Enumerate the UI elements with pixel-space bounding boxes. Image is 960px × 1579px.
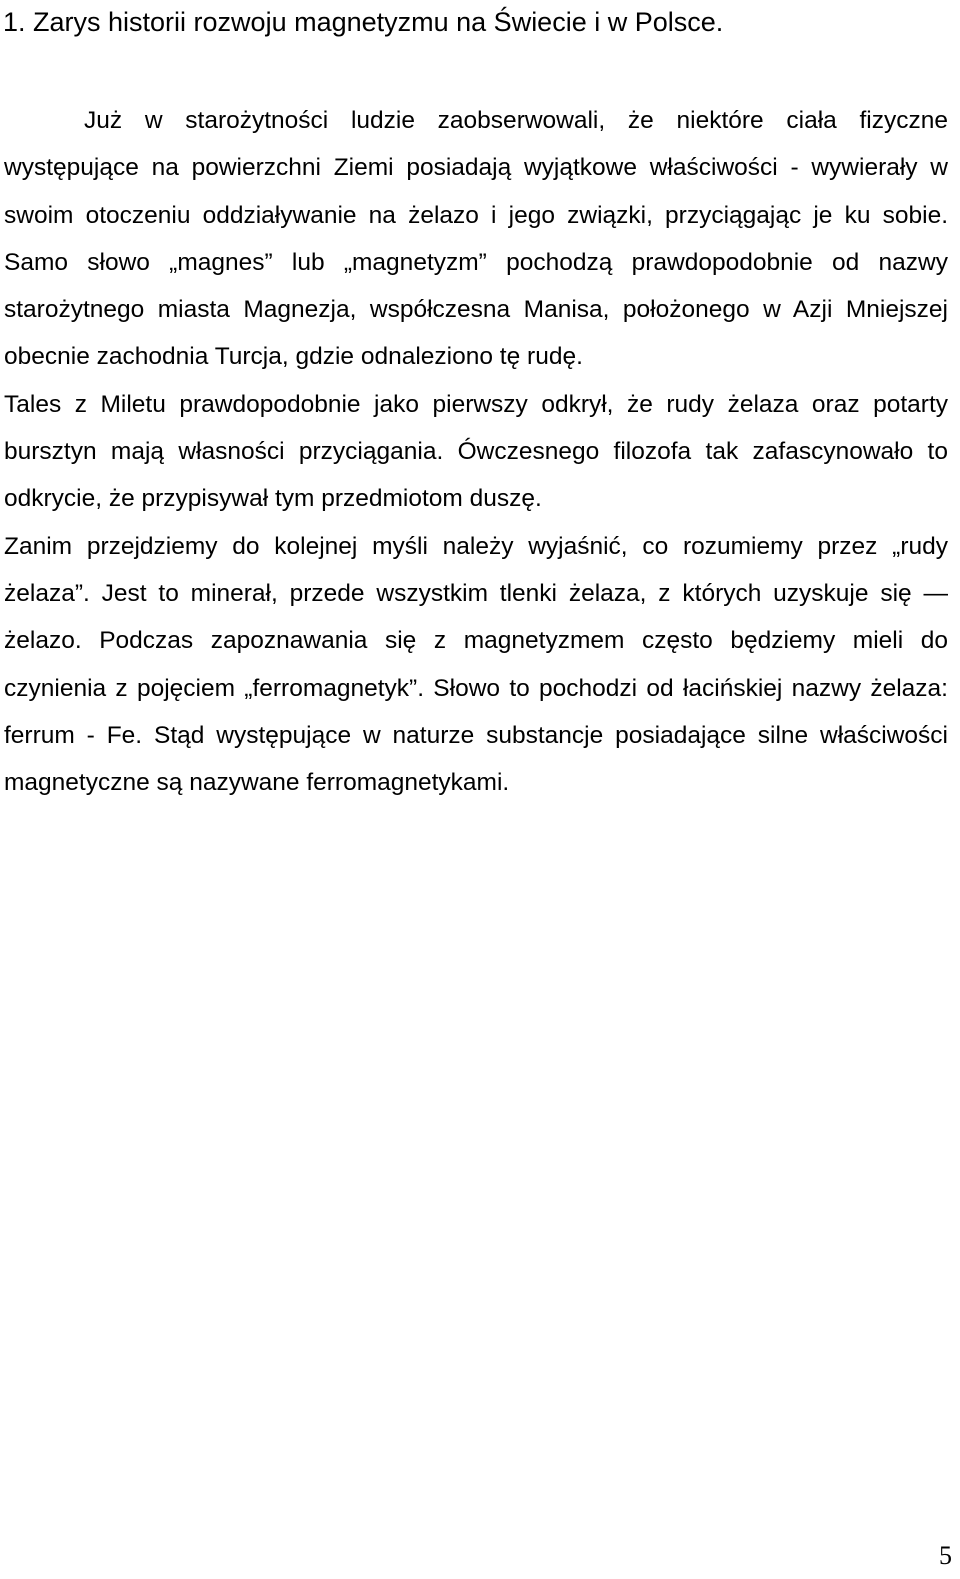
paragraph-iron-ore: Zanim przejdziemy do kolejnej myśli należy wyjaśnić, co rozumiemy przez „rudy żelaza”. Jest to minerał, przede wszystkim tlenki żelaza, z których uzyskuje się — żelazo. Podczas zapoznawania się z magnetyzmem często będziemy mieli do czynienia z pojęciem „ferromagnetyk”. Słowo to pochodzi od łacińskiej nazwy żelaza: ferrum - Fe. Stąd występujące w naturze substancje posiadające silne właściwości magnetyczne są nazywane ferromagnetykami.	[4, 532, 948, 797]
page-title: 1. Zarys historii rozwoju magnetyzmu na Świecie i w Polsce.	[3, 7, 724, 37]
body-text	[4, 97, 948, 806]
paragraph-thales: Tales z Miletu prawdopodobnie jako pierwszy odkrył, że rudy żelaza oraz potarty bursztyn mają własności przyciągania. Ówczesnego filozofa tak zafascynowało to odkrycie, że przypisywał tym przedmiotom duszę.	[4, 390, 948, 513]
paragraph-magnetism-origins: Już w starożytności ludzie zaobserwowali, że niektóre ciała fizyczne występujące na powierzchni Ziemi posiadają wyjątkowe właściwości - wywierały w swoim otoczeniu oddziaływanie na żelazo i jego związki, przyciągając je ku sobie. Samo słowo „magnes” lub „magnetyzm” pochodzą prawdopodobnie od nazwy starożytnego miasta Magnezja, współczesna Manisa, położonego w Azji Mniejszej obecnie zachodnia Turcja, gdzie odnaleziono tę rudę.	[4, 107, 948, 371]
page-number: 5	[939, 1541, 952, 1570]
